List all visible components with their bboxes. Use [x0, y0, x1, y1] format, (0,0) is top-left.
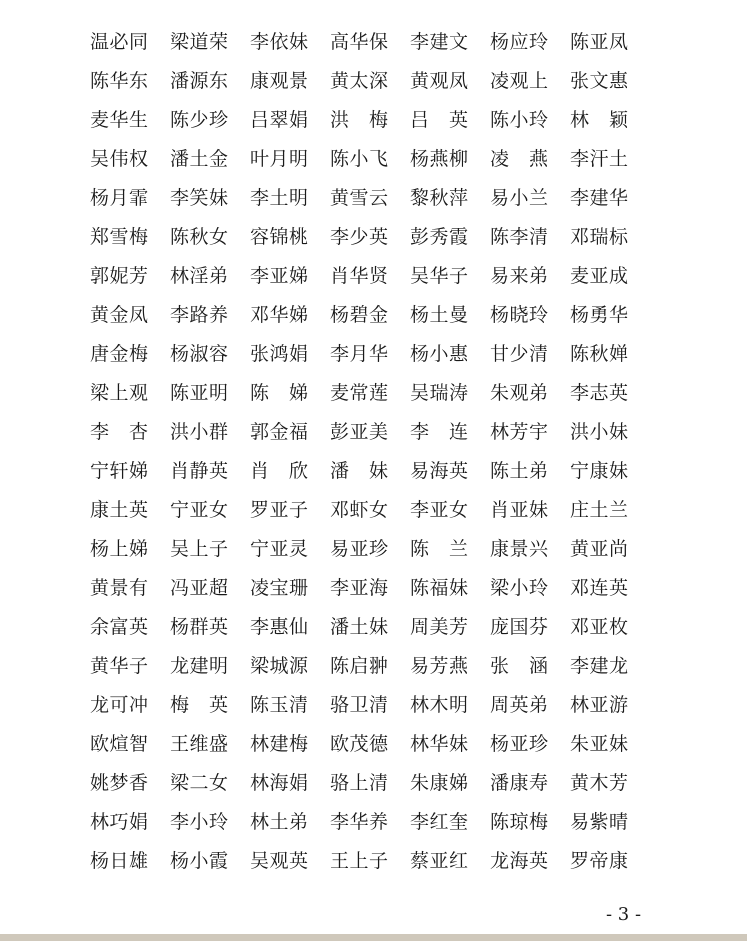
name-entry: 郭金福	[250, 421, 309, 443]
name-entry: 庄土兰	[570, 499, 629, 521]
page-number: - 3 -	[606, 904, 642, 925]
name-entry: 陈土弟	[490, 460, 549, 482]
name-row	[90, 647, 650, 686]
name-entry: 黄太深	[330, 70, 389, 92]
name-entry: 潘康寿	[490, 772, 549, 794]
name-row	[90, 803, 650, 842]
name-row	[90, 491, 650, 530]
name-row	[90, 842, 650, 881]
name-entry: 杨上娣	[90, 538, 149, 560]
name-entry: 康观景	[250, 70, 309, 92]
name-entry: 李亚海	[330, 577, 389, 599]
name-entry: 陈小飞	[330, 148, 389, 170]
name-entry: 林亚游	[570, 694, 629, 716]
name-entry: 林 颖	[570, 109, 629, 131]
name-entry: 陈 娣	[250, 382, 309, 404]
name-entry: 麦亚成	[570, 265, 629, 287]
name-entry: 梁道荣	[170, 31, 229, 53]
name-entry: 邓瑞标	[570, 226, 629, 248]
name-entry: 周英弟	[490, 694, 549, 716]
name-entry: 李红奎	[410, 811, 469, 833]
name-entry: 李少英	[330, 226, 389, 248]
name-entry: 李华养	[330, 811, 389, 833]
name-entry: 朱康娣	[410, 772, 469, 794]
name-entry: 李月华	[330, 343, 389, 365]
name-entry: 杨淑容	[170, 343, 229, 365]
name-entry: 朱观弟	[490, 382, 549, 404]
name-entry: 黄金凤	[90, 304, 149, 326]
name-entry: 李志英	[570, 382, 629, 404]
name-entry: 潘 妹	[330, 460, 389, 482]
name-entry: 余富英	[90, 616, 149, 638]
name-entry: 罗亚子	[250, 499, 309, 521]
name-entry: 李依妹	[250, 31, 309, 53]
name-entry: 林淫弟	[170, 265, 229, 287]
name-entry: 杨应玲	[490, 31, 549, 53]
name-entry: 杨小霞	[170, 850, 229, 872]
name-entry: 林海娟	[250, 772, 309, 794]
name-entry: 林华妹	[410, 733, 469, 755]
name-entry: 吕翠娟	[250, 109, 309, 131]
name-row	[90, 452, 650, 491]
name-entry: 陈福妹	[410, 577, 469, 599]
name-row	[90, 62, 650, 101]
name-row	[90, 218, 650, 257]
name-entry: 高华保	[330, 31, 389, 53]
name-entry: 黄华子	[90, 655, 149, 677]
name-entry: 林木明	[410, 694, 469, 716]
name-entry: 郑雪梅	[90, 226, 149, 248]
name-entry: 邓亚枚	[570, 616, 629, 638]
name-entry: 李 连	[410, 421, 469, 443]
name-entry: 陈 兰	[410, 538, 469, 560]
name-entry: 梅 英	[170, 694, 229, 716]
name-entry: 梁城源	[250, 655, 309, 677]
name-entry: 吴上子	[170, 538, 229, 560]
name-entry: 温必同	[90, 31, 149, 53]
name-entry: 陈小玲	[490, 109, 549, 131]
name-entry: 王上子	[330, 850, 389, 872]
name-entry: 杨月霏	[90, 187, 149, 209]
name-row	[90, 140, 650, 179]
name-row	[90, 374, 650, 413]
name-entry: 梁二女	[170, 772, 229, 794]
name-entry: 宁亚灵	[250, 538, 309, 560]
name-entry: 凌 燕	[490, 148, 549, 170]
name-entry: 邓虾女	[330, 499, 389, 521]
name-entry: 邓连英	[570, 577, 629, 599]
name-entry: 李建文	[410, 31, 469, 53]
name-entry: 易海英	[410, 460, 469, 482]
name-entry: 杨小惠	[410, 343, 469, 365]
name-entry: 庞国芬	[490, 616, 549, 638]
name-entry: 黄木芳	[570, 772, 629, 794]
name-entry: 杨亚珍	[490, 733, 549, 755]
name-entry: 杨燕柳	[410, 148, 469, 170]
name-entry: 杨晓玲	[490, 304, 549, 326]
name-entry: 林芳宇	[490, 421, 549, 443]
name-entry: 甘少清	[490, 343, 549, 365]
name-entry: 郭妮芳	[90, 265, 149, 287]
name-row	[90, 296, 650, 335]
name-entry: 梁上观	[90, 382, 149, 404]
name-entry: 杨碧金	[330, 304, 389, 326]
names-list	[90, 23, 650, 881]
name-entry: 黄观凤	[410, 70, 469, 92]
name-entry: 杨勇华	[570, 304, 629, 326]
name-entry: 康土英	[90, 499, 149, 521]
name-entry: 李建华	[570, 187, 629, 209]
name-entry: 王维盛	[170, 733, 229, 755]
name-entry: 叶月明	[250, 148, 309, 170]
name-entry: 陈启翀	[330, 655, 389, 677]
name-entry: 杨群英	[170, 616, 229, 638]
name-entry: 陈秋婵	[570, 343, 629, 365]
name-entry: 欧茂德	[330, 733, 389, 755]
name-entry: 宁康妹	[570, 460, 629, 482]
name-entry: 李汗土	[570, 148, 629, 170]
name-entry: 梁小玲	[490, 577, 549, 599]
name-entry: 凌宝珊	[250, 577, 309, 599]
name-entry: 肖 欣	[250, 460, 309, 482]
name-entry: 宁亚女	[170, 499, 229, 521]
name-entry: 李建龙	[570, 655, 629, 677]
name-row	[90, 257, 650, 296]
name-entry: 龙海英	[490, 850, 549, 872]
name-entry: 杨日雄	[90, 850, 149, 872]
name-entry: 骆卫清	[330, 694, 389, 716]
name-entry: 彭秀霞	[410, 226, 469, 248]
name-entry: 陈李清	[490, 226, 549, 248]
name-entry: 吴观英	[250, 850, 309, 872]
name-entry: 李 杏	[90, 421, 149, 443]
name-entry: 肖亚妹	[490, 499, 549, 521]
name-entry: 朱亚妹	[570, 733, 629, 755]
name-entry: 李路养	[170, 304, 229, 326]
name-entry: 潘土妹	[330, 616, 389, 638]
name-entry: 陈亚明	[170, 382, 229, 404]
name-entry: 李惠仙	[250, 616, 309, 638]
name-row	[90, 569, 650, 608]
name-entry: 罗帝康	[570, 850, 629, 872]
name-row	[90, 335, 650, 374]
name-entry: 吴华子	[410, 265, 469, 287]
name-entry: 陈少珍	[170, 109, 229, 131]
name-entry: 周美芳	[410, 616, 469, 638]
name-entry: 林建梅	[250, 733, 309, 755]
name-entry: 杨土曼	[410, 304, 469, 326]
name-entry: 蔡亚红	[410, 850, 469, 872]
name-entry: 邓华娣	[250, 304, 309, 326]
name-entry: 吕 英	[410, 109, 469, 131]
name-row	[90, 23, 650, 62]
name-entry: 洪小妹	[570, 421, 629, 443]
name-row	[90, 101, 650, 140]
name-entry: 肖华贤	[330, 265, 389, 287]
name-entry: 陈琼梅	[490, 811, 549, 833]
page-bottom-edge	[0, 934, 747, 941]
name-row	[90, 686, 650, 725]
name-entry: 龙建明	[170, 655, 229, 677]
name-entry: 黄亚尚	[570, 538, 629, 560]
name-entry: 肖静英	[170, 460, 229, 482]
name-entry: 李亚娣	[250, 265, 309, 287]
name-entry: 欧煊智	[90, 733, 149, 755]
name-entry: 张文惠	[570, 70, 629, 92]
name-entry: 麦常莲	[330, 382, 389, 404]
name-row	[90, 413, 650, 452]
name-row	[90, 530, 650, 569]
name-entry: 宁轩娣	[90, 460, 149, 482]
name-entry: 冯亚超	[170, 577, 229, 599]
name-row	[90, 608, 650, 647]
name-row	[90, 764, 650, 803]
name-entry: 潘源东	[170, 70, 229, 92]
name-entry: 潘土金	[170, 148, 229, 170]
name-entry: 康景兴	[490, 538, 549, 560]
name-entry: 易紫晴	[570, 811, 629, 833]
name-entry: 陈秋女	[170, 226, 229, 248]
name-entry: 易小兰	[490, 187, 549, 209]
name-entry: 张鸿娟	[250, 343, 309, 365]
name-entry: 容锦桃	[250, 226, 309, 248]
name-entry: 陈玉清	[250, 694, 309, 716]
name-entry: 麦华生	[90, 109, 149, 131]
name-entry: 易亚珍	[330, 538, 389, 560]
name-row	[90, 179, 650, 218]
name-entry: 黄雪云	[330, 187, 389, 209]
name-entry: 林巧娟	[90, 811, 149, 833]
name-entry: 李小玲	[170, 811, 229, 833]
name-entry: 凌观上	[490, 70, 549, 92]
name-entry: 张 涵	[490, 655, 549, 677]
name-entry: 唐金梅	[90, 343, 149, 365]
name-entry: 陈华东	[90, 70, 149, 92]
name-entry: 吴瑞涛	[410, 382, 469, 404]
name-entry: 易芳燕	[410, 655, 469, 677]
name-entry: 黎秋萍	[410, 187, 469, 209]
name-entry: 彭亚美	[330, 421, 389, 443]
name-entry: 易来弟	[490, 265, 549, 287]
name-entry: 洪 梅	[330, 109, 389, 131]
name-entry: 李亚女	[410, 499, 469, 521]
name-entry: 黄景有	[90, 577, 149, 599]
name-entry: 龙可冲	[90, 694, 149, 716]
name-entry: 洪小群	[170, 421, 229, 443]
name-entry: 吴伟权	[90, 148, 149, 170]
name-entry: 陈亚凤	[570, 31, 629, 53]
name-row	[90, 725, 650, 764]
name-entry: 林土弟	[250, 811, 309, 833]
name-entry: 李笑妹	[170, 187, 229, 209]
name-entry: 李土明	[250, 187, 309, 209]
name-entry: 姚梦香	[90, 772, 149, 794]
name-entry: 骆上清	[330, 772, 389, 794]
